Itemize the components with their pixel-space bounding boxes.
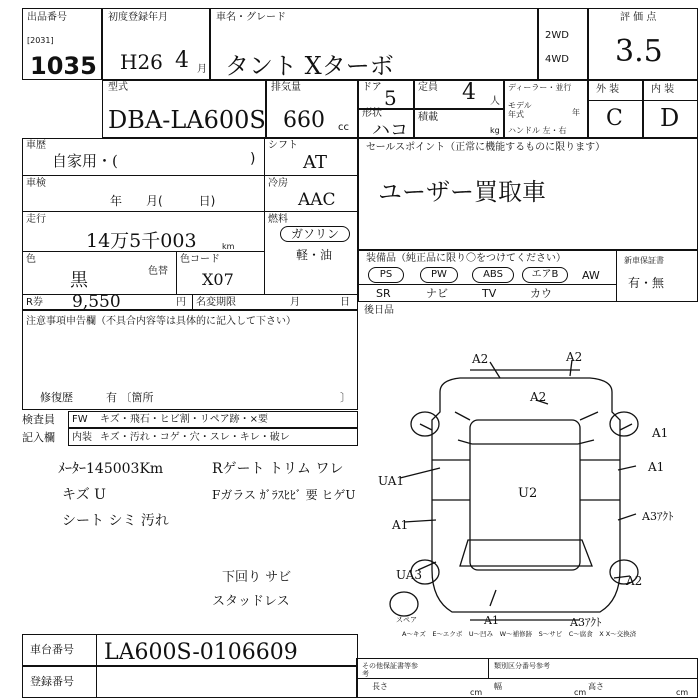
inspector-note-right-1: Rゲート トリム ワレ [212, 461, 344, 477]
drive-4wd: 4WD [545, 54, 569, 65]
recycle-value: 9,550 [72, 292, 121, 312]
car-name-label: 車名・グレード [216, 12, 286, 23]
capacity-label: 定員 [418, 82, 438, 93]
model-value: DBA-LA600S [108, 106, 266, 134]
inspector-label-1: 検査員 [22, 413, 55, 426]
notes-label: 注意事項申告欄（不具合内容等は具体的に記入して下さい） [26, 316, 296, 327]
chassis-label: 車台番号 [30, 643, 74, 656]
recycle-unit: 円 [176, 297, 186, 308]
inspector-note-left-1: ﾒｰﾀｰ145003Km [58, 461, 164, 477]
warranty-value: 有・無 [628, 276, 665, 290]
diag-mark-11: A2 [626, 574, 643, 588]
mileage-value: 14万5千003 [86, 230, 197, 252]
fuel-value: ガソリン [280, 226, 350, 242]
vehicle-col-divider [264, 138, 265, 294]
footer-row-divider [356, 678, 698, 679]
color-code-label: 色コード [180, 254, 220, 265]
first-reg-year: H26 [120, 50, 163, 74]
inspector-sub-1: FW [72, 414, 88, 425]
first-reg-month: 4 [175, 48, 189, 73]
inspector-note-left-2: キズ U [62, 487, 106, 503]
recycle-label: R券 [26, 297, 43, 308]
usage-label: 車歴 [26, 140, 46, 151]
usage-close: ) [250, 151, 256, 167]
mileage-unit: km [222, 242, 235, 251]
lot-number: 1035 [30, 52, 97, 80]
footer-length-unit: cm [470, 688, 483, 697]
inspector-note-right-2: Fガラス ｶﾞﾗｽﾋﾋﾞ 要 ヒゲU [212, 488, 356, 502]
inspector-label-2: 記入欄 [22, 431, 55, 444]
footer-class: 類別区分番号参考 [494, 662, 550, 670]
lot-label: 出品番号 [27, 12, 67, 23]
year-unit: 年 [572, 108, 580, 117]
equipment-divider [616, 250, 617, 302]
title-period-day: 日 [340, 297, 350, 308]
diag-mark-12: A1 [484, 614, 499, 627]
displacement-label: 排気量 [271, 82, 301, 93]
footer-warranty: その他保証書等参考 [362, 662, 418, 678]
diagram-legend: A～キズ E～エクボ U～凹み W～補修跡 S～サビ C～腐食 X X～交換済 [402, 630, 637, 638]
equip-pw: PW [420, 267, 458, 283]
color-value: 黒 [70, 270, 88, 291]
footer-length: 長さ [372, 682, 388, 691]
title-period-month: 月 [290, 297, 300, 308]
reg-label: 登録番号 [30, 675, 74, 688]
equipment-row-divider [358, 284, 616, 285]
usage-value: 自家用・( [52, 152, 118, 170]
repair-close: 〕 [340, 391, 351, 404]
diag-mark-2: A2 [566, 350, 583, 364]
inspector-note-left-3: シート シミ 汚れ [62, 513, 169, 529]
diag-mark-8: A1 [392, 518, 409, 532]
footer-height-unit: cm [676, 688, 689, 697]
footer-height: 高さ [588, 682, 604, 691]
equipment-label: 装備品（純正品に限り〇をつけてください） [366, 253, 566, 264]
diag-mark-6: UA1 [378, 474, 405, 488]
inspector-items-2: キズ・汚れ・コゲ・穴・スレ・キレ・破レ [100, 432, 290, 443]
doors-value: 5 [384, 86, 397, 110]
equip-ps: PS [368, 267, 404, 283]
ac-value: AAC [298, 190, 336, 210]
grade-sub-divider [588, 100, 698, 101]
diag-mark-4: A1 [652, 426, 669, 440]
fuel-label: 燃料 [268, 214, 288, 225]
equip-aw: AW [582, 269, 600, 282]
diag-mark-10: UA3 [396, 568, 423, 582]
exterior-label: 外 装 [596, 84, 620, 95]
footer-width: 幅 [494, 682, 502, 691]
selling-points-value: ユーザー買取車 [378, 178, 546, 206]
footer-width-unit: cm [574, 688, 587, 697]
model-year-label: モデル 年式 [508, 101, 532, 119]
recycle-divider [192, 294, 193, 310]
inspector-note-bottom-2: スタッドレス [212, 594, 290, 609]
diag-mark-13: A3ｱｸﾄ [570, 616, 602, 629]
vehicle-row-2 [22, 211, 358, 212]
diag-mark-7: U2 [518, 486, 538, 501]
equip-cow: カウ [530, 287, 552, 300]
inspector-note-bottom-1: 下回り サビ [222, 570, 292, 585]
drive-2wd: 2WD [545, 30, 569, 41]
color-label: 色 [26, 254, 36, 265]
color-change-label: 色替 [148, 266, 168, 277]
mileage-label: 走行 [26, 214, 46, 225]
model-label: 型式 [108, 82, 128, 93]
interior-value: D [660, 104, 680, 132]
drive-box [538, 8, 588, 80]
inspection-label: 車検 [26, 178, 46, 189]
chassis-value: LA600S-0106609 [104, 640, 298, 665]
equip-airbag: エアB [522, 267, 568, 283]
warranty-label: 新車保証書 [624, 256, 664, 265]
displacement-value: 660 [283, 108, 325, 133]
diag-mark-3: A2 [530, 390, 547, 404]
first-reg-label: 初度登録年月 [108, 12, 168, 23]
vehicle-row-1 [22, 175, 358, 176]
shape-label: 形状 [362, 108, 382, 119]
dealer-label: ディーラー・並行 [508, 83, 572, 92]
diag-mark-5: A1 [648, 460, 665, 474]
equip-tv: TV [482, 287, 497, 300]
selling-points-label: セールスポイント（正常に機能するものに限ります） [366, 142, 606, 153]
shift-value: AT [303, 152, 328, 173]
repair-label: 修復歴 [40, 391, 73, 404]
spare-label: スペア [396, 616, 417, 624]
shift-label: シフト [268, 140, 298, 151]
equip-navi: ナビ [426, 287, 448, 300]
footer-col-divider [488, 658, 489, 678]
equip-sr: SR [376, 287, 391, 300]
interior-label: 内 装 [651, 84, 675, 95]
capacity-unit: 人 [490, 96, 500, 107]
doors-label: ドア [362, 82, 382, 93]
ac-label: 冷房 [268, 178, 288, 189]
grade-value: 3.5 [615, 34, 663, 69]
title-period-label: 名変期限 [196, 297, 236, 308]
first-reg-month-unit: 月 [197, 64, 207, 75]
handle-label: ハンドル 左・右 [508, 126, 567, 135]
car-name: タント Xターボ [225, 52, 394, 80]
inspection-value: 年 月( 日) [110, 194, 216, 208]
grade-label: 評 価 点 [620, 12, 657, 23]
capacity-value: 4 [462, 80, 476, 105]
shape-value: ハコ [372, 120, 408, 141]
repair-value: 有 〔箇所 [106, 391, 154, 404]
fuel-alt: 軽・油 [296, 248, 333, 262]
load-unit: kg [490, 126, 500, 135]
displacement-unit: cc [338, 122, 349, 133]
load-label: 積載 [418, 112, 438, 123]
rear-seat-label: 後日品 [364, 305, 394, 316]
diag-mark-1: A2 [472, 352, 489, 366]
exterior-value: C [606, 106, 623, 131]
equip-abs: ABS [472, 267, 514, 283]
color-code-value: X07 [202, 270, 234, 289]
lot-sub: [2031] [27, 36, 54, 45]
inspector-items-1: キズ・飛石・ヒビ割・リペア跡・×要 [100, 414, 268, 425]
inspector-sub-2: 内装 [72, 432, 92, 443]
diag-mark-9: A3ｱｸﾄ [642, 510, 674, 523]
color-divider [176, 251, 177, 294]
